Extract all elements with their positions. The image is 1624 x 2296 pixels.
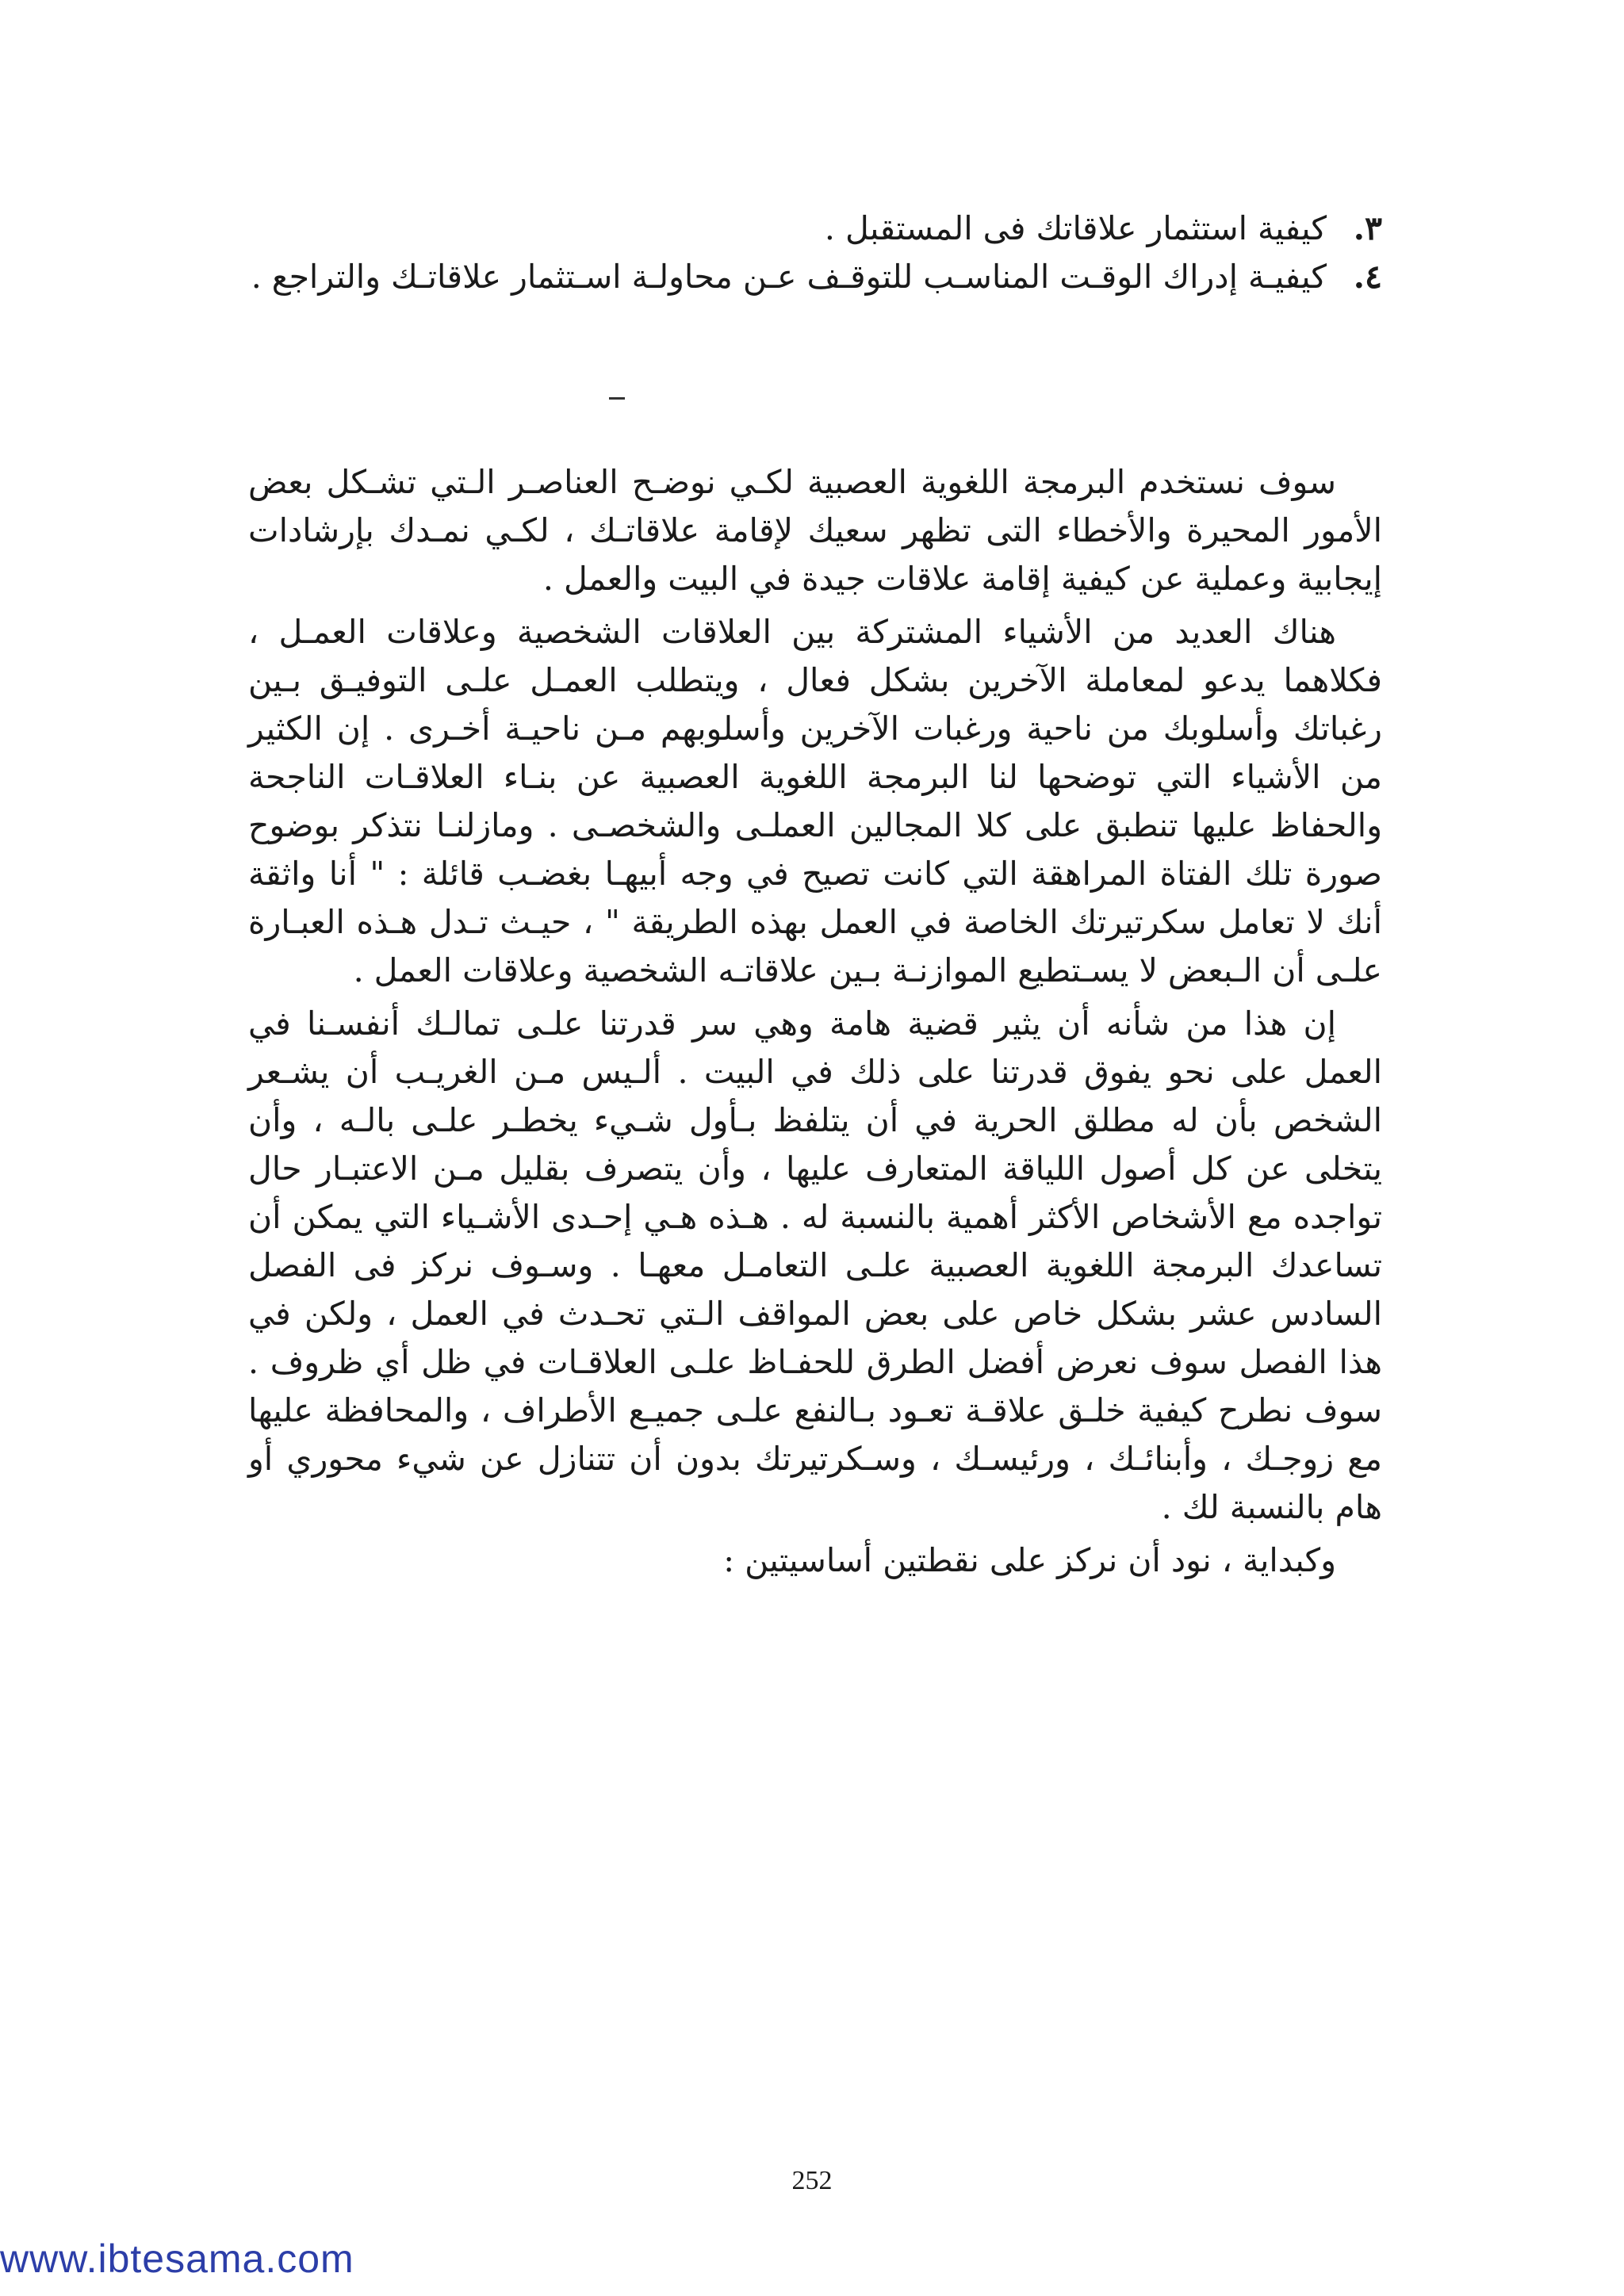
numbered-list xyxy=(248,205,1382,301)
section-divider xyxy=(609,397,625,400)
page-number: 252 xyxy=(791,2166,833,2195)
paragraph: سوف نستخدم البرمجة اللغوية العصبية لكـي نوضـح العناصـر الـتي تشـكل بعض الأمور المحيرة والأخطاء التى تظهر سعيك لإقامة علاقاتـك ، لكـي نمـدك بإرشادات إيجابية وعملية عن كيفية إقامة علاقات جيدة في البيت والعمل . xyxy=(248,463,1382,598)
paragraph: هناك العديد من الأشياء المشتركة بين العلاقات الشخصية وعلاقات العمـل ، فكلاهما يدعو لمعاملة الآخرين بشكل فعال ، ويتطلب العمـل علـى التوفيـق بـين رغباتك وأسلوبك من ناحية ورغبات الآخرين وأسلوبهم مـن ناحيـة أخـرى . إن الكثير من الأشياء التي توضحها لنا البرمجة اللغوية العصبية عن بنـاء العلاقـات الناجحة والحفاظ عليها تنطبق على كلا المجالين العملـى والشخصـى . ومازلنـا نتذكر بوضوح صورة تلك الفتاة المراهقة التي كانت تصيح في وجه أبيهـا بغضـب قائلة : " أنا واثقة أنك لا تعامل سكرتيرتك الخاصة في العمل بهذه الطريقة " ، حيـث تـدل هـذه العبـارة علـى أن الـبعض لا يسـتطيع الموازنـة بـين علاقاتـه الشخصية وعلاقات العمل . xyxy=(248,613,1382,989)
list-item-number: ٣. xyxy=(1353,209,1382,247)
list-item-text: كيفيـة إدراك الوقـت المناسـب للتوقـف عـن محاولـة اسـتثمار علاقاتـك والتراجع . xyxy=(251,258,1327,296)
list-item-number: ٤. xyxy=(1353,258,1382,296)
list-item-text: كيفية استثمار علاقاتك فى المستقبل . xyxy=(824,209,1327,247)
paragraph: وكبداية ، نود أن نركز على نقطتين أساسيتين : xyxy=(723,1541,1336,1579)
list-item xyxy=(248,205,1382,253)
list-item xyxy=(248,253,1382,301)
paragraph: إن هذا من شأنه أن يثير قضية هامة وهي سر قدرتنا علـى تمالـك أنفسـنا في العمل على نحو يفوق قدرتنا على ذلك في البيت . ألـيس مـن الغريـب أن يشـعر الشخص بأن له مطلق الحرية في أن يتلفظ بـأول شـيء يخطـر علـى بالـه ، وأن يتخلى عن كل أصول اللياقة المتعارف عليها ، وأن يتصرف بقليل مـن الاعتبـار حال تواجده مع الأشخاص الأكثر أهمية بالنسبة له . هـذه هـي إحـدى الأشـياء التي يمكن أن تساعدك البرمجة اللغوية العصبية علـى التعامـل معهـا . وسـوف نركز فى الفصل السادس عشر بشكل خاص على بعض المواقف الـتي تحـدث في العمل ، ولكن في هذا الفصل سوف نعرض أفضل الطرق للحفـاظ علـى العلاقـات في ظل أي ظروف . سوف نطرح كيفية خلـق علاقـة تعـود بـالنفع علـى جميـع الأطراف ، والمحافظة عليها مع زوجـك ، وأبنائـك ، ورئيسـك ، وسـكرتيرتك بدون أن تتنازل عن شيء محوري أو هام بالنسبة لك . xyxy=(248,1004,1382,1526)
body-text xyxy=(248,458,1382,1585)
watermark-url: www.ibtesama.com xyxy=(0,2237,354,2281)
